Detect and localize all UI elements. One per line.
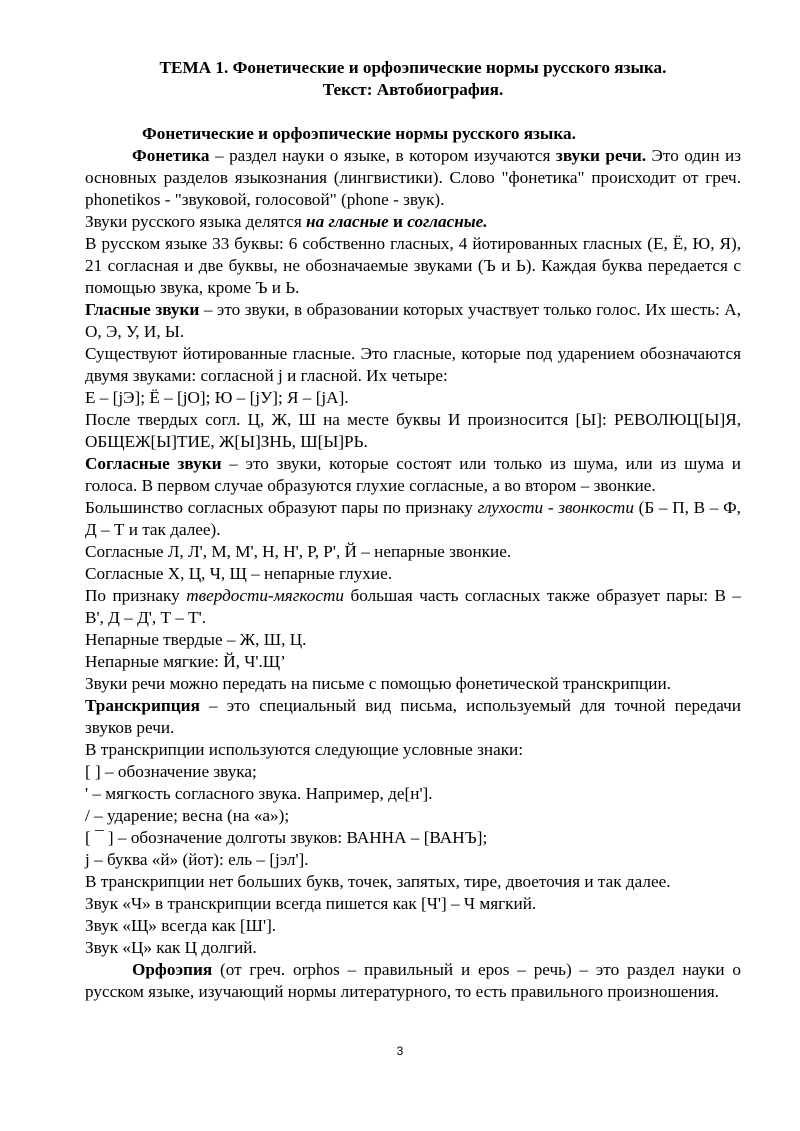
term-consonants: Согласные звуки [85, 454, 222, 473]
sign-item: ' – мягкость согласного звука. Например, де[н']. [85, 784, 433, 803]
text: – это специальный вид письма, используемый для точной передачи звуков речи. [85, 696, 741, 737]
text: – раздел науки о языке, в котором изучаются [209, 146, 556, 165]
paragraph-divide [85, 211, 741, 233]
sign-item: [ ¯ ] – обозначение долготы звуков: ВАННА – [ВАНЪ]; [85, 828, 488, 847]
emph-consonants: согласные. [407, 212, 488, 231]
paragraph-unpaired-voiceless: Согласные Х, Ц, Ч, Щ – непарные глухие. [85, 564, 393, 583]
paragraph-ch: Звук «Ч» в транскрипции всегда пишется как [Ч'] – Ч мягкий. [85, 894, 537, 913]
sign-item: j – буква «й» (йот): ель – [jэл']. [85, 850, 309, 869]
sign-item: / – ударение; весна (на «а»); [85, 806, 290, 825]
paragraph-vowels [85, 299, 741, 343]
page-number: 3 [396, 1044, 404, 1058]
paragraph-after-hard: После твердых согл. Ц, Ж, Ш на месте буквы И произносится [Ы]: РЕВОЛЮЦ[Ы]Я, ОБЩЕЖ[Ы]ТИЕ, Ж[Ы]ЗНЬ, Ш[Ы]РЬ. [85, 410, 741, 451]
text: По признаку [85, 586, 187, 605]
paragraph-transcription [85, 695, 741, 739]
paragraph-transcription-intro: Звуки речи можно передать на письме с помощью фонетической транскрипции. [85, 674, 671, 693]
text: Большинство согласных образуют пары по признаку [85, 498, 478, 517]
document-subtitle: Текст: Автобиография. [322, 80, 504, 99]
text: Звуки русского языка делятся [85, 212, 307, 231]
text: (от греч. orphos – правильный и epos – речь) – это раздел науки о русском языке, изучающий нормы литературного, то есть правильного произношения. [85, 960, 741, 1001]
text: – это звуки, которые состоят или только из шума, или из шума и голоса. В первом случае образуются глухие согласные, а во втором – звонкие. [85, 454, 741, 495]
text: и [388, 212, 408, 231]
emph-hardness: твердости-мягкости [186, 586, 345, 605]
paragraph-signs-intro: В транскрипции используются следующие условные знаки: [85, 740, 524, 759]
paragraph-unpaired-voiced: Согласные Л, Л', М, М', Н, Н', Р, Р', Й – непарные звонкие. [85, 542, 512, 561]
paragraph-unpaired-soft: Непарные мягкие: Й, Ч'.Щ’ [85, 652, 286, 671]
paragraph-shch: Звук «Щ» всегда как [Ш']. [85, 916, 277, 935]
term-transcription: Транскрипция [85, 696, 200, 715]
section-heading: Фонетические и орфоэпические нормы русского языка. [142, 124, 576, 143]
term-orthoepy: Орфоэпия [132, 960, 213, 979]
paragraph-ts: Звук «Ц» как Ц долгий. [85, 938, 257, 957]
text: (Б – П, В – Ф, Д – Т и так далее). [85, 498, 741, 539]
paragraph-pairs [85, 497, 741, 541]
paragraph-letters: В русском языке 33 буквы: 6 собственно гласных, 4 йотированных гласных (Е, Ё, Ю, Я), 21 согласная и две буквы, не обозначаемые звуками (Ъ и Ь). Каждая буква передается с помощью звука, кроме Ъ и Ь. [85, 234, 741, 297]
document-title: ТЕМА 1. Фонетические и орфоэпические нормы русского языка. [159, 58, 667, 77]
paragraph-iotated: Существуют йотированные гласные. Это гласные, которые под ударением обозначаются двумя звуками: согласной j и гласной. Их четыре: [85, 344, 741, 385]
paragraph-consonants [85, 453, 741, 497]
paragraph-iotated-list: Е – [jЭ]; Ё – [jО]; Ю – [jУ]; Я – [jА]. [85, 388, 349, 407]
spacer [85, 101, 741, 123]
emph-vowels: на гласные [306, 212, 389, 231]
paragraph-hardness [85, 585, 741, 629]
paragraph-phonetics [85, 145, 741, 211]
text: – это звуки, в образовании которых участвует только голос. Их шесть: А, О, Э, У, И, Ы. [85, 300, 741, 341]
paragraph-unpaired-hard: Непарные твердые – Ж, Ш, Ц. [85, 630, 307, 649]
paragraph-orthoepy [85, 959, 741, 1003]
term-phonetics: Фонетика [132, 146, 210, 165]
text: большая часть согласных также образует пары: В – В', Д – Д', Т – Т'. [85, 586, 741, 627]
document-page [85, 57, 741, 1003]
text: Это один из основных разделов языкознания (лингвистики). Слово "фонетика" происходит от греч. phonetikos - "звуковой, голосовой" (phone - звук). [85, 146, 741, 209]
term-vowels: Гласные звуки [85, 300, 200, 319]
emph-voicing: глухости - звонкости [477, 498, 634, 517]
sign-item: [ ] – обозначение звука; [85, 762, 257, 781]
paragraph-no-caps: В транскрипции нет больших букв, точек, запятых, тире, двоеточия и так далее. [85, 872, 671, 891]
bold-sounds: звуки речи. [555, 146, 647, 165]
